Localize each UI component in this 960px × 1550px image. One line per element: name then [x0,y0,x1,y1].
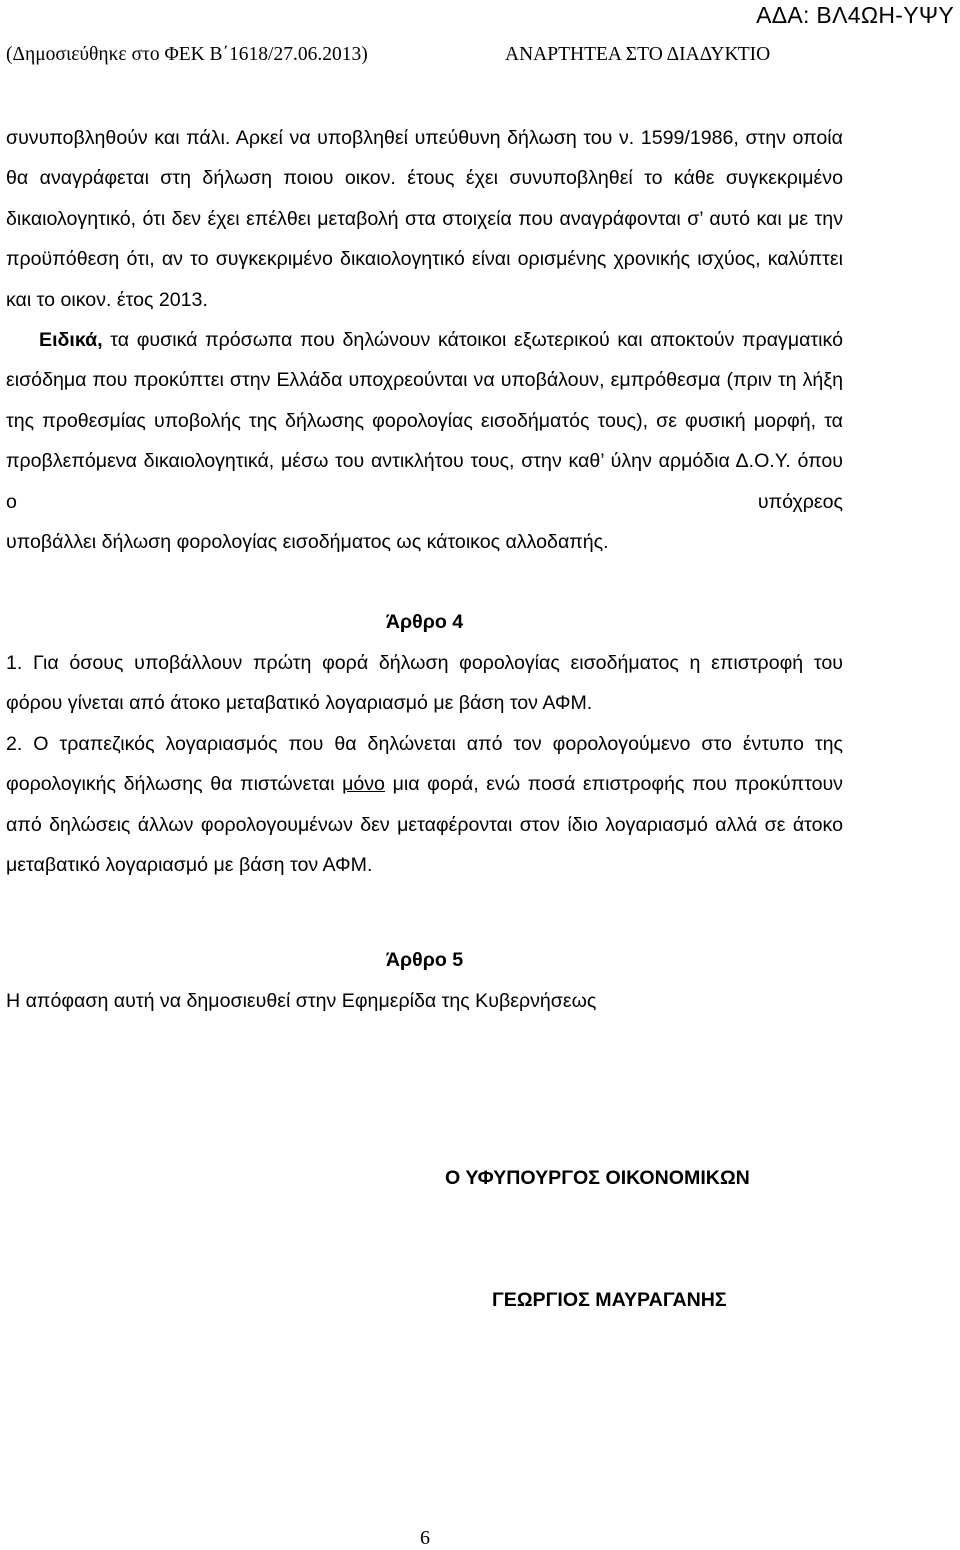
spacer [6,885,843,940]
page-number: 6 [420,1527,430,1549]
spacer [6,562,843,602]
article-4-item-2-text-b: μια φορά, ενώ ποσά επιστροφής που προκύπτουν από δηλώσεις άλλων φορολογουμένων δεν μεταφέρονται στον ίδιο λογαριασμό αλλά σε άτοκο μεταβατικό λογαριασμό με βάση τον ΑΦΜ. [6,773,843,876]
article-5-text: Η απόφαση αυτή να δημοσιευθεί στην Εφημερίδα της Κυβερνήσεως [6,989,597,1012]
paragraph-foreign-residents-text: τα φυσικά πρόσωπα που δηλώνουν κάτοικοι εξωτερικού και αποκτούν πραγματικό εισόδημα που προκύπτει στην Ελλάδα υποχρεούνται να υποβάλουν, εμπρόθεσμα (πριν τη λήξη της προθεσμίας υποβολής της δήλωσης φορολογίας εισοδήματός τους), σε φυσική μορφή, τα προβλεπόμενα δικαιολογητικά, μέσω του αντικλήτου τους, στην καθ’ ύλην αρμόδια Δ.Ο.Υ. όπου ο υπόχρεος [6,329,843,513]
paragraph-foreign-residents-end: υποβάλλει δήλωση φορολογίας εισοδήματος ως κάτοικος αλλοδαπής. [6,531,609,554]
signatory-role: Ο ΥΦΥΠΟΥΡΓΟΣ ΟΙΚΟΝΟΜΙΚΩΝ [445,1167,750,1189]
paragraph-supporting-documents: συνυποβληθούν και πάλι. Αρκεί να υποβληθεί υπεύθυνη δήλωση του ν. 1599/1986, στην οποία θα αναγράφεται στη δήλωση ποιου οικον. έτους έχει συνυποβληθεί το κάθε συγκεκριμένο δικαιολογητικό, ότι δεν έχει επέλθει μεταβολή στα στοιχεία που αναγράφονται σ’ αυτό και με την προϋπόθεση ότι, αν το συγκεκριμένο δικαιολογητικό είναι ορισμένης χρονικής ισχύος, καλύπτει και το οικον. έτος 2013. [6,127,843,311]
paragraph-foreign-residents [6,320,843,522]
article-4-item-2-text-a: 2. Ο τραπεζικός λογαριασμός που θα δηλώνεται από τον φορολογούμενο στο έντυπο της φορολογικής δήλωσης θα πιστώνεται [6,732,843,796]
emphasis-specifically: Ειδικά, [39,329,103,352]
document-body [6,118,843,1021]
posting-notice: ΑΝΑΡΤΗΤΕΑ ΣΤΟ ΔΙΑΔΥΚΤΙΟ [505,44,771,65]
article-4-item-1: 1. Για όσους υποβάλλουν πρώτη φορά δήλωση φορολογίας εισοδήματος η επιστροφή του φόρου γίνεται από άτοκο μεταβατικό λογαριασμό με βάση τον ΑΦΜ. [6,651,843,715]
signatory-name: ΓΕΩΡΓΙΟΣ ΜΑΥΡΑΓΑΝΗΣ [492,1289,727,1311]
ada-code: ΑΔΑ: ΒΛ4ΩΗ-ΥΨΥ [756,2,954,28]
article-4-heading: Άρθρο 4 [385,611,464,634]
article-4-item-2 [6,724,843,886]
article-5-heading: Άρθρο 5 [385,949,464,972]
publication-note: (Δημοσιεύθηκε στο ΦΕΚ Β΄1618/27.06.2013) [6,44,368,65]
underlined-only: μόνο [342,773,385,796]
